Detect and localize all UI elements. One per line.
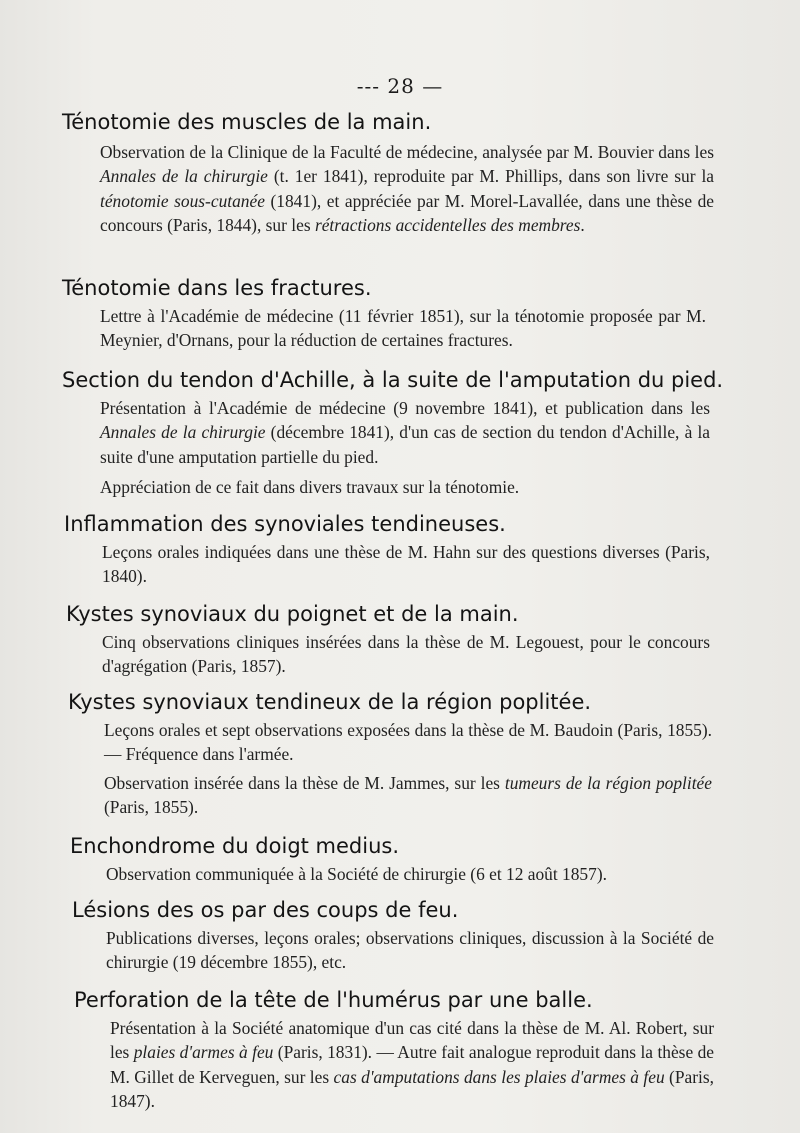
section-title: Ténotomie dans les fractures.	[62, 276, 372, 300]
section-title: Inflammation des synoviales tendineuses.	[64, 512, 506, 536]
section-tenotomie-muscles-main	[62, 108, 714, 237]
section-enchondrome	[70, 832, 710, 886]
section-synoviales-tendineuses	[64, 510, 710, 589]
section-paragraph: Leçons orales indiquées dans une thèse de M. Hahn sur des questions diverses (Paris, 1840).	[102, 542, 710, 587]
section-title: Enchondrome du doigt medius.	[70, 834, 400, 858]
section-paragraph: Appréciation de ce fait dans divers travaux sur la ténotomie.	[100, 476, 520, 497]
section-paragraph: Observation insérée dans la thèse de M. Jammes, sur les tumeurs de la région poplitée (Paris, 1855).	[104, 772, 712, 817]
section-paragraph: Cinq observations cliniques insérées dans la thèse de M. Legouest, pour le concours d'agrégation (Paris, 1857).	[102, 632, 710, 677]
section-tendon-achille	[62, 366, 724, 499]
italic-title: rétractions accidentelles des membres	[314, 214, 581, 235]
italic-title: Annales de la chirurgie	[100, 422, 266, 443]
section-title: Kystes synoviaux du poignet et de la main.	[66, 602, 519, 626]
section-title: Ténotomie des muscles de la main.	[62, 110, 432, 134]
section-title: Lésions des os par des coups de feu.	[72, 898, 459, 922]
section-title: Kystes synoviaux tendineux de la région poplitée.	[68, 690, 592, 714]
section-kystes-poignet	[66, 600, 710, 679]
italic-title: tumeurs de la région poplitée	[504, 772, 712, 793]
section-paragraph: Leçons orales et sept observations exposées dans la thèse de M. Baudoin (Paris, 1855). — Fréquence dans l'armée.	[104, 720, 712, 765]
italic-title: ténotomie sous-cutanée	[100, 190, 265, 211]
section-title: Section du tendon d'Achille, à la suite de l'amputation du pied.	[62, 368, 724, 392]
section-title: Perforation de la tête de l'humérus par une balle.	[74, 988, 593, 1012]
section-paragraph: Observation de la Clinique de la Faculté de médecine, analysée par M. Bouvier dans les Annales de la chirurgie (t. 1er 1841), reproduite par M. Phillips, dans son livre sur la ténotomie sous-cutanée (1841), et appréciée par M. Morel-Lavallée, dans une thèse de concours (Paris, 1844), sur les rétractions accidentelles des membres.	[100, 142, 715, 235]
section-tenotomie-fractures	[62, 274, 706, 353]
section-perforation-humerus	[74, 986, 714, 1113]
section-lesions-os	[72, 896, 714, 975]
italic-title: cas d'amputations dans les plaies d'armes à feu	[333, 1066, 665, 1087]
section-paragraph: Présentation à l'Académie de médecine (9 novembre 1841), et publication dans les Annales de la chirurgie (décembre 1841), d'un cas de section du tendon d'Achille, à la suite d'une amputation partielle du pied.	[100, 398, 710, 467]
italic-title: Annales de la chirurgie	[100, 166, 268, 187]
section-paragraph: Publications diverses, leçons orales; observations cliniques, discussion à la Société de chirurgie (19 décembre 1855), etc.	[106, 928, 714, 973]
section-paragraph: Lettre à l'Académie de médecine (11 février 1851), sur la ténotomie proposée par M. Meynier, d'Ornans, pour la réduction de certaines fractures.	[100, 306, 706, 351]
page-number: --- 28 —	[356, 74, 444, 98]
section-paragraph: Observation communiquée à la Société de chirurgie (6 et 12 août 1857).	[106, 864, 607, 884]
section-paragraph: Présentation à la Société anatomique d'un cas cité dans la thèse de M. Al. Robert, sur les plaies d'armes à feu (Paris, 1831). — Autre fait analogue reproduit dans la thèse de M. Gillet de Kerveguen, sur les cas d'amputations dans les plaies d'armes à feu (Paris, 1847).	[110, 1018, 714, 1111]
section-kystes-poplitee	[68, 688, 712, 819]
italic-title: plaies d'armes à feu	[133, 1042, 274, 1063]
